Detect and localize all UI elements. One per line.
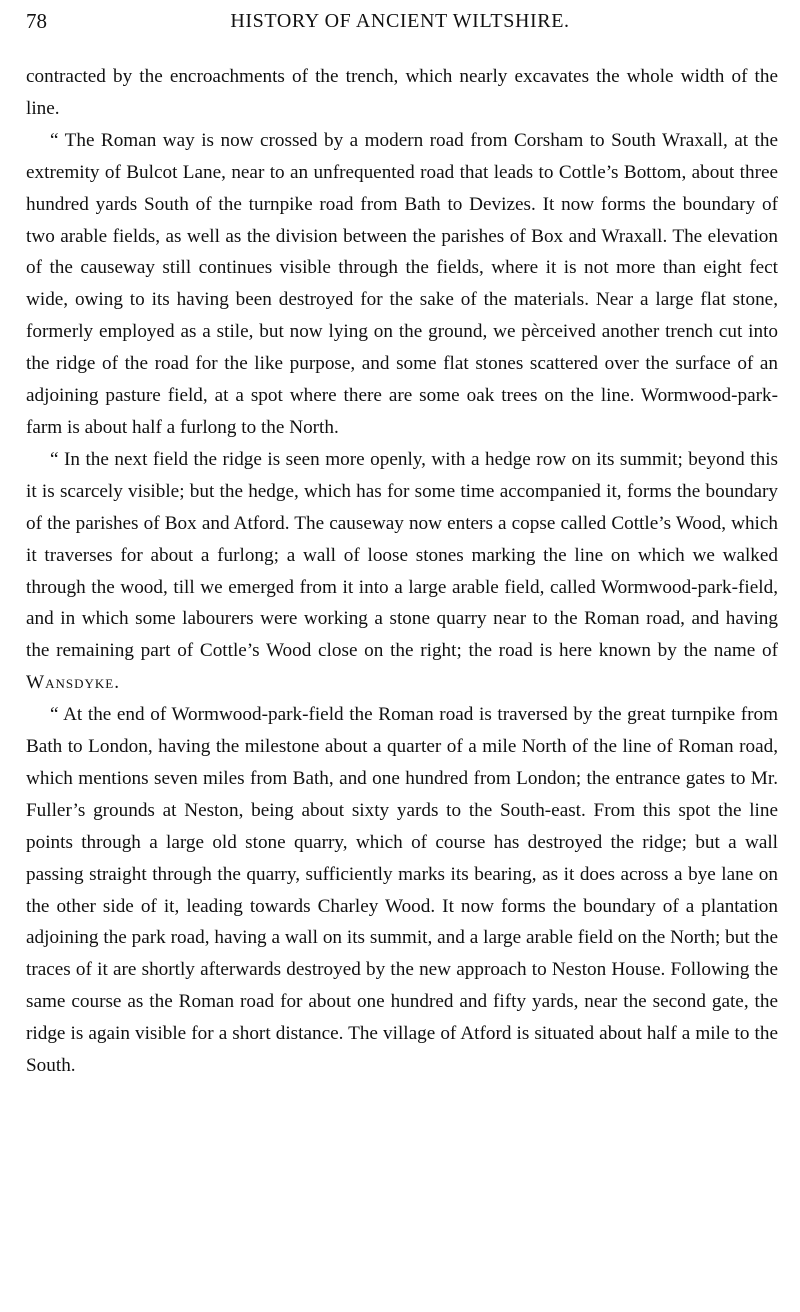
paragraph-continuation: contracted by the encroachments of the trench, which nearly excavates the whole width of the line. — [26, 66, 778, 119]
running-title: HISTORY OF ANCIENT WILTSHIRE. — [230, 10, 570, 32]
paragraph-cottles-wood — [26, 444, 778, 699]
paragraph-corsham-road: “ The Roman way is now crossed by a modern road from Corsham to South Wraxall, at the extremity of Bulcot Lane, near to an unfrequented road that leads to Cottle’s Bottom, about three hundred yards South of the turnpike road from Bath to Devizes. It now forms the boundary of two arable fields, as well as the division between the parishes of Box and Wraxall. The elevation of the causeway still continues visible through the fields, where it is not more than eight fect wide, owing to its having been destroyed for the sake of the materials. Near a large flat stone, formerly employed as a stile, but now lying on the ground, we pèrceived another trench cut into the ridge of the road for the like purpose, and some flat stones scattered over the surface of an adjoining pasture field, at a spot where there are some oak trees on the line. Wormwood-park-farm is about half a furlong to the North. — [26, 129, 778, 438]
running-head — [26, 6, 774, 36]
paragraph-text-end: . — [114, 672, 120, 694]
paragraph-wormwood-park-field: “ At the end of Wormwood-park-field the Roman road is traversed by the great turnpike from Bath to London, having the milestone about a quarter of a mile North of the line of Roman road, which mentions seven miles from Bath, and one hundred from London; the entrance gates to Mr. Fuller’s grounds at Neston, being about sixty yards to the South-east. From this spot the line points through a large old stone quarry, which of course has destroyed the ridge; but a wall passing straight through the quarry, sufficiently marks its bearing, as it does across a bye lane on the other side of it, leading towards Charley Wood. It now forms the boundary of a plantation adjoining the park road, having a wall on its summit, and a large arable field on the North; but the traces of it are shortly afterwards destroyed by the new approach to Neston House. Following the same course as the Roman road for about one hundred and fifty yards, near the second gate, the ridge is again visible for a short distance. The village of Atford is situated about half a mile to the South. — [26, 704, 778, 1077]
body-text — [26, 61, 778, 1082]
wansdyke-smallcaps: Wansdyke — [26, 672, 115, 694]
paragraph-text: “ In the next field the ridge is seen more openly, with a hedge row on its summit; beyond this it is scarcely visible; but the hedge, which has for some time accompanied it, forms the boundary of the parishes of Box and Atford. The causeway now enters a copse called Cottle’s Wood, which it traverses for about a furlong; a wall of loose stones marking the line on which we walked through the wood, till we emerged from it into a large arable field, called Wormwood-park-field, and in which some labourers were working a stone quarry near to the Roman road, and having the remaining part of Cottle’s Wood close on the right; the road is here known by the name of — [26, 448, 778, 662]
page-number: 78 — [26, 9, 47, 33]
